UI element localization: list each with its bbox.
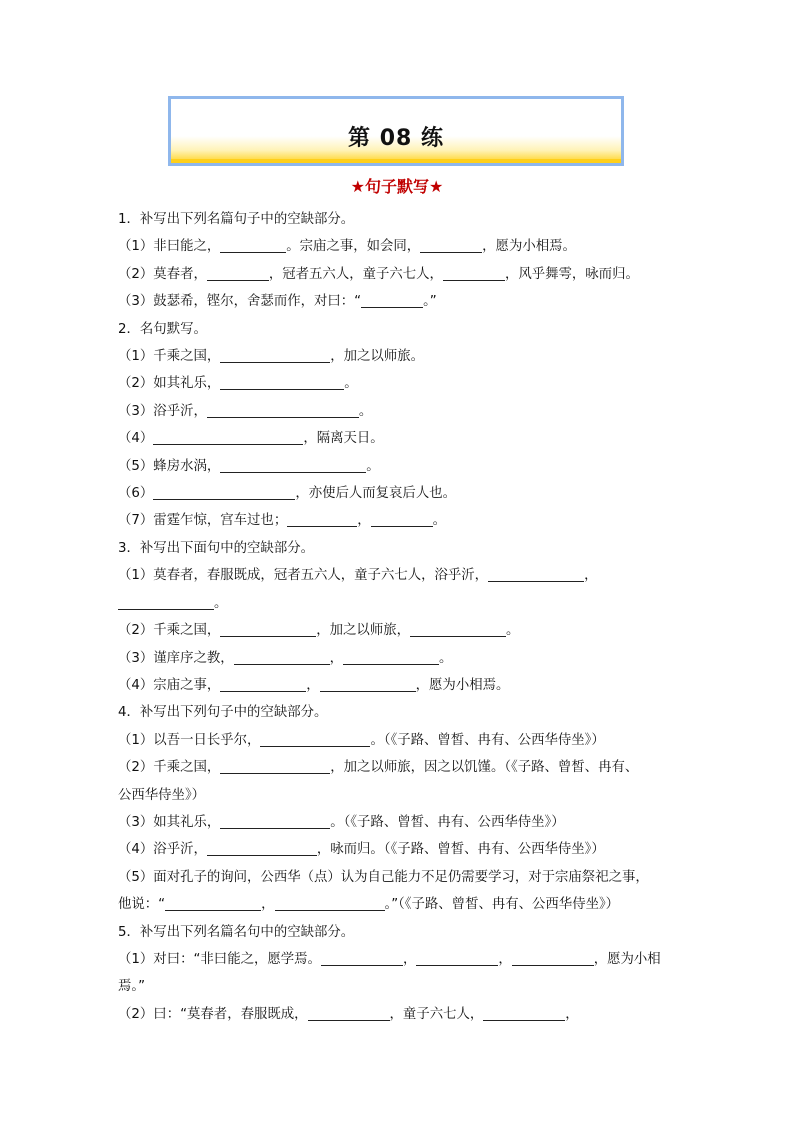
line-text: ， [498, 951, 512, 967]
fill-in-blank [443, 265, 505, 281]
line-text: 。 [366, 458, 380, 474]
line-text: （1）以吾一日长乎尔， [118, 732, 261, 748]
text-line [118, 562, 678, 589]
text-line [118, 946, 678, 973]
line-text: ，亦使后人而复哀后人也。 [295, 486, 456, 502]
fill-in-blank [220, 621, 316, 637]
text-line [118, 754, 678, 781]
line-text: （1）非曰能之， [118, 239, 221, 255]
section-subtitle: ★句子默写★ [350, 177, 444, 196]
line-text: （2）如其礼乐， [118, 376, 221, 392]
line-text: 。”（《子路、曾皙、冉有、公西华侍坐》） [384, 897, 620, 913]
fill-in-blank [488, 566, 584, 582]
text-line [118, 891, 678, 918]
fill-in-blank [220, 758, 330, 774]
fill-in-blank [371, 511, 433, 527]
fill-in-blank [320, 676, 416, 692]
line-text: 。 [344, 376, 358, 392]
line-text: ， [306, 677, 320, 693]
line-text: ，加之以师旅， [316, 623, 410, 639]
fill-in-blank [153, 429, 303, 445]
line-text: （3）谨庠序之教， [118, 650, 234, 666]
line-text: （1）千乘之国， [118, 349, 221, 365]
text-line [118, 535, 678, 562]
line-text: ， [565, 1006, 579, 1022]
page-title: 第 08 练 [348, 126, 444, 151]
line-text: ，隔离天日。 [303, 431, 384, 447]
line-text: ， [357, 513, 371, 529]
text-line [118, 973, 678, 1000]
text-line [118, 617, 678, 644]
line-text: 5．补写出下列名篇名句中的空缺部分。 [118, 924, 355, 940]
text-line [118, 206, 678, 233]
line-text: ，愿为小相焉。 [415, 677, 510, 693]
line-text: ，加之以师旅。 [330, 349, 424, 365]
line-text: ， [584, 568, 598, 584]
fill-in-blank [361, 292, 423, 308]
text-line [118, 316, 678, 343]
fill-in-blank [165, 895, 261, 911]
line-text: （2）千乘之国， [118, 760, 221, 776]
line-text: （3）浴乎沂， [118, 403, 207, 419]
text-line [118, 370, 678, 397]
text-line [118, 480, 678, 507]
line-text: ， [402, 951, 417, 967]
fill-in-blank [220, 457, 366, 473]
fill-in-blank [207, 402, 359, 418]
text-line [118, 864, 678, 891]
fill-in-blank [220, 813, 330, 829]
fill-in-blank [275, 895, 385, 911]
line-text: （4）宗庙之事， [118, 677, 221, 693]
fill-in-blank [420, 237, 482, 253]
line-text: ，加之以师旅，因之以饥馑。（《子路、曾皙、冉有、 [330, 760, 639, 776]
line-text: ，童子六七人， [389, 1006, 484, 1022]
line-text: （4） [118, 431, 154, 447]
title-box [168, 96, 624, 166]
line-text: 。 [439, 650, 453, 666]
line-text: 公西华侍坐》） [118, 787, 206, 803]
fill-in-blank [410, 621, 506, 637]
fill-in-blank [512, 950, 594, 966]
fill-in-blank [287, 511, 357, 527]
line-text: 。” [423, 294, 437, 310]
line-text: ， [329, 650, 344, 666]
line-text: 。（《子路、曾皙、冉有、公西华侍坐》） [370, 732, 605, 748]
line-text: （6） [118, 486, 154, 502]
text-line [118, 699, 678, 726]
line-text: 3．补写出下面句中的空缺部分。 [118, 540, 314, 556]
line-text: ， [261, 897, 275, 913]
line-text: 。 [432, 513, 446, 529]
text-line [118, 836, 678, 863]
text-line [118, 645, 678, 672]
text-line [118, 590, 678, 617]
line-text: 。宗庙之事，如会同， [286, 239, 421, 255]
text-line [118, 782, 678, 809]
line-text: （2）莫春者， [118, 266, 207, 282]
exercise-content [118, 206, 678, 1028]
line-text: ，风乎舞雩，咏而归。 [504, 266, 639, 282]
line-text: （2）曰：“莫春者，春服既成， [118, 1006, 308, 1022]
line-text: 。 [358, 403, 373, 419]
line-text: 2．名句默写。 [118, 321, 207, 337]
fill-in-blank [416, 950, 498, 966]
text-line [118, 672, 678, 699]
line-text: （3）鼓瑟希，铿尔，舍瑟而作，对曰：“ [118, 294, 362, 310]
line-text: （7）雷霆乍惊，宫车过也； [118, 513, 288, 529]
line-text: （1）莫春者，春服既成，冠者五六人，童子六七人，浴乎沂， [118, 568, 489, 584]
line-text: 他说：“ [118, 897, 166, 913]
line-text: 1．补写出下列名篇句子中的空缺部分。 [118, 212, 355, 227]
text-line [118, 288, 678, 315]
fill-in-blank [343, 649, 439, 665]
line-text: ，冠者五六人，童子六七人， [268, 266, 443, 282]
line-text: （5）面对孔子的询问，公西华（点）认为自己能力不足仍需要学习，对于宗庙祭祀之事， [118, 869, 649, 885]
text-line [118, 1001, 678, 1028]
line-text: （4）浴乎沂， [118, 842, 207, 858]
text-line [118, 809, 678, 836]
text-line [118, 507, 678, 534]
line-text: 。 [214, 595, 228, 611]
fill-in-blank [220, 347, 330, 363]
fill-in-blank [118, 594, 214, 610]
fill-in-blank [483, 1005, 565, 1021]
fill-in-blank [260, 731, 370, 747]
line-text: ，愿为小相 [593, 951, 661, 967]
fill-in-blank [308, 1005, 390, 1021]
fill-in-blank [220, 374, 344, 390]
line-text: 4．补写出下列句子中的空缺部分。 [118, 705, 328, 721]
text-line [118, 261, 678, 288]
text-line [118, 453, 678, 480]
fill-in-blank [234, 649, 330, 665]
line-text: （1）对曰：“非曰能之，愿学焉。 [118, 951, 321, 967]
text-line [118, 398, 678, 425]
text-line [118, 233, 678, 260]
fill-in-blank [207, 840, 317, 856]
line-text: 。 [506, 623, 520, 639]
text-line [118, 343, 678, 370]
line-text: （2）千乘之国， [118, 623, 221, 639]
text-line [118, 727, 678, 754]
fill-in-blank [207, 265, 269, 281]
text-line [118, 425, 678, 452]
fill-in-blank [153, 484, 295, 500]
line-text: （5）蜂房水涡， [118, 458, 221, 474]
line-text: 。（《子路、曾皙、冉有、公西华侍坐》） [330, 814, 565, 830]
fill-in-blank [220, 237, 286, 253]
line-text: ，愿为小相焉。 [482, 239, 576, 255]
text-line [118, 919, 678, 946]
line-text: ，咏而归。（《子路、曾皙、冉有、公西华侍坐》） [316, 842, 605, 858]
line-text: 焉。” [118, 979, 146, 995]
line-text: （3）如其礼乐， [118, 814, 221, 830]
fill-in-blank [321, 950, 403, 966]
fill-in-blank [220, 676, 306, 692]
